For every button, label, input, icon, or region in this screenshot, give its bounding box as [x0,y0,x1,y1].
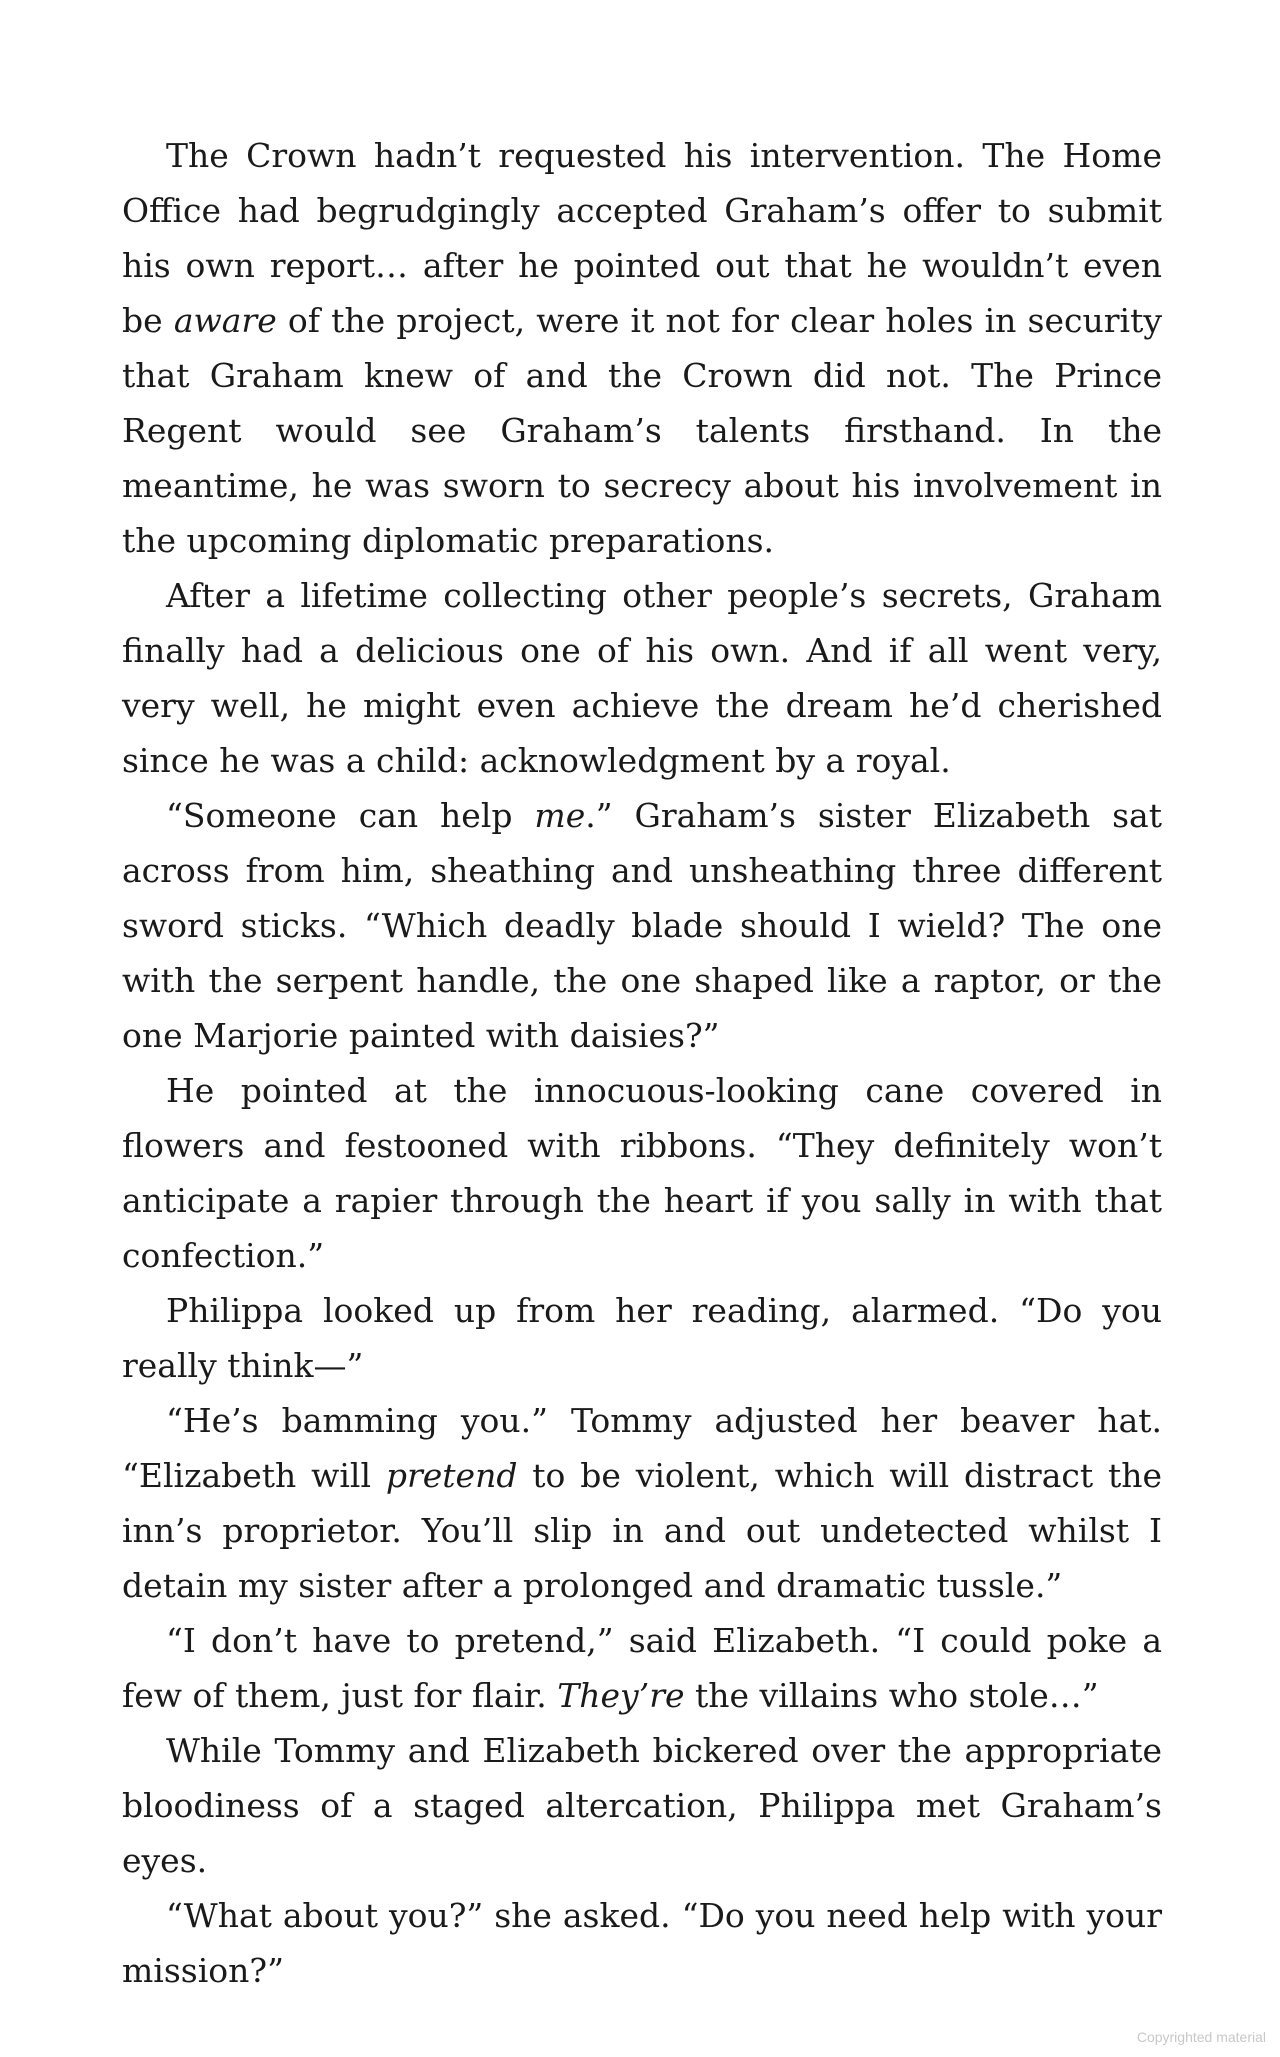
paragraph-4 [122,1063,1162,1283]
segment: .” Graham’s sister Elizabeth sat across from him, sheathing and unsheathing three different sword sticks. “Which deadly blade should I wield? The one with the serpent handle, the one shaped like a raptor, or the one Marjorie painted with daisies?” [122,796,1162,1055]
segment: After a lifetime collecting other people’s secrets, Graham finally had a delicious one of his own. And if all went very, very well, he might even achieve the dream he’d cherished since he was a child: acknowledgment by a royal. [122,576,1162,780]
emphasis: aware [173,301,277,340]
paragraph-6 [122,1393,1162,1613]
paragraph-9 [122,1888,1162,1998]
copyright-watermark: Copyrighted material [1136,2029,1266,2045]
paragraph-3 [122,788,1162,1063]
emphasis: They’re [557,1676,685,1715]
emphasis: pretend [385,1456,518,1495]
segment: “What about you?” she asked. “Do you need help with your mission?” [122,1896,1162,1990]
emphasis: me [534,796,586,835]
segment: of the project, were it not for clear holes in security that Graham knew of and the Crown did not. The Prince Regent would see Graham’s talents firsthand. In the meantime, he was sworn to secrecy about his involvement in the upcoming diplomatic preparations. [122,301,1162,560]
paragraph-1 [122,128,1162,568]
paragraph-7 [122,1613,1162,1723]
segment: The Crown hadn’t requested his intervention. The Home Office had begrudgingly accepted Graham’s offer to submit his own report… after he pointed out that he wouldn’t even be [122,136,1162,340]
segment: While Tommy and Elizabeth bickered over the appropriate bloodiness of a staged altercation, Philippa met Graham’s eyes. [122,1731,1162,1880]
book-page-body [122,128,1162,1998]
paragraph-5 [122,1283,1162,1393]
paragraph-2 [122,568,1162,788]
segment: “I don’t have to pretend,” said Elizabeth. “I could poke a few of them, just for flair. [122,1621,1162,1715]
segment: “Someone can help [166,796,535,835]
segment: He pointed at the innocuous-looking cane covered in flowers and festooned with ribbons. “They definitely won’t anticipate a rapier through the heart if you sally in with that confection.” [122,1071,1162,1275]
paragraph-8 [122,1723,1162,1888]
segment: to be violent, which will distract the inn’s proprietor. You’ll slip in and out undetected whilst I detain my sister after a prolonged and dramatic tussle.” [122,1456,1162,1605]
segment: “He’s bamming you.” Tommy adjusted her beaver hat. “Elizabeth will [122,1401,1162,1495]
segment: Philippa looked up from her reading, alarmed. “Do you really think—” [122,1291,1162,1385]
segment: the villains who stole…” [684,1676,1099,1715]
